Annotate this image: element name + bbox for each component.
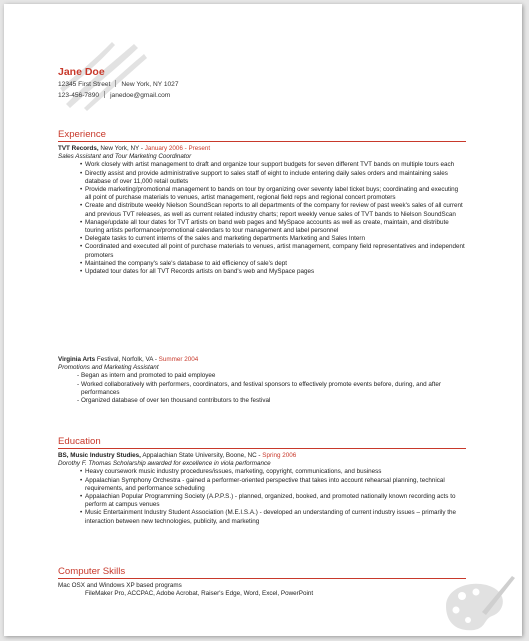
job-location: New York, NY -	[98, 145, 145, 152]
list-item: • Provide marketing/promotional management to bands on tour by organizing over seventy label ticket buys; coordinating and executing all point of purchase materials to venues, artist management, regional field reps and regional concert promoters	[85, 186, 466, 202]
resume-page	[4, 4, 522, 636]
degree-header	[58, 452, 466, 460]
degree-name: BS, Music Industry Studies,	[58, 452, 141, 459]
city-state-zip: New York, NY 1027	[121, 81, 179, 88]
job-entry-tvt	[58, 145, 466, 276]
street-address: 12345 First Street	[58, 81, 111, 88]
list-item: • Music Entertainment Industry Student Association (M.E.I.S.A.) - developed an understanding of current industry issues – primarily the interaction between new technologies, publicity, and marketing	[85, 509, 466, 525]
separator	[115, 80, 116, 87]
job-entry-virginia-arts	[58, 356, 466, 405]
education-heading: Education	[58, 436, 466, 449]
skills-entry	[58, 582, 466, 598]
duties-list	[58, 372, 466, 405]
email-address: janedoe@gmail.com	[110, 92, 171, 99]
job-dates: Summer 2004	[158, 356, 199, 363]
phone-email-line	[58, 91, 170, 100]
address-line	[58, 80, 178, 89]
job-title: Promotions and Marketing Assistant	[58, 364, 159, 372]
employer-name: Virginia Arts	[58, 356, 96, 363]
employer-name: TVT Records,	[58, 145, 99, 152]
experience-heading: Experience	[58, 129, 466, 142]
graduation-date: Spring 2006	[262, 452, 297, 459]
skills-platforms: Mac OSX and Windows XP based programs	[58, 582, 182, 589]
phone-number: 123-456-7890	[58, 92, 100, 99]
education-list	[58, 468, 466, 525]
list-item: • Heavy coursework music industry procedures/issues, marketing, copyright, communications, and business	[85, 468, 466, 476]
list-item: • Work closely with artist management to draft and organize tour support budgets for seven different TVT bands on multiple tours each	[85, 161, 466, 169]
list-item: • Manage/update all tour dates for TVT artists on band web pages and MySpace accounts as well as create, maintain, and distribute touring artists performance/promotional calendars to tour management and label personnel	[85, 219, 466, 235]
skills-programs: FileMaker Pro, ACCPAC, Adobe Acrobat, Raiser's Edge, Word, Excel, PowerPoint	[85, 590, 314, 598]
list-item: • Coordinated and executed all point of purchase materials to venues, artist management, company field representatives and independent promoters	[85, 243, 466, 259]
job-dates: January 2006 - Present	[144, 145, 211, 152]
applicant-name: Jane Doe	[58, 66, 105, 78]
school-name: Appalachian State University, Boone, NC -	[140, 452, 263, 459]
paint-palette-decoration	[432, 572, 518, 634]
list-item: • Create and distribute weekly Nielson SoundScan reports to all departments of the company for review of past week's sales of all current and previous TVT releases, as well as current related industry charts; report weekly venue sales of TVT bands to Nielson SoundScan	[85, 202, 466, 218]
scholarship-note: Dorothy F. Thomas Scholarship awarded for excellence in viola performance	[58, 460, 271, 468]
job-location: Festival, Norfolk, VA -	[95, 356, 159, 363]
list-item: • Maintained the company's sale's database to aid efficiency of sale's dept	[85, 260, 466, 268]
list-item: • Updated tour dates for all TVT Records artists on band's web and MySpace pages	[85, 268, 466, 276]
education-entry	[58, 452, 466, 526]
list-item: • Appalachian Symphony Orchestra - gained a performer-oriented perspective that takes into account rehearsal planning, technical requirements, and performance scheduling	[85, 477, 466, 493]
job-title: Sales Assistant and Tour Marketing Coordinator	[58, 153, 192, 161]
list-item: • Delegate tasks to current interns of the sales and marketing departments Marketing and Sales Intern	[85, 235, 466, 243]
job-header	[58, 145, 466, 153]
list-item: • Appalachian Popular Programming Society (A.P.P.S.) - planned, organized, booked, and promoted nationally known recording acts to perform at campus venues	[85, 493, 466, 509]
duties-list	[58, 161, 466, 276]
separator	[104, 91, 105, 98]
job-header	[58, 356, 466, 364]
computer-skills-heading: Computer Skills	[58, 566, 466, 579]
list-item: • Directly assist and provide administrative support to sales staff of eight to include entering daily sales orders and maintaining sales database of over 11,000 retail outlets	[85, 170, 466, 186]
list-item: - Began as intern and promoted to paid employee	[81, 372, 466, 380]
list-item: - Worked collaboratively with performers, coordinators, and festival sponsors to effectively promote events before, during, and after performances	[81, 381, 466, 397]
list-item: - Organized database of over ten thousand contributors to the festival	[81, 397, 466, 405]
